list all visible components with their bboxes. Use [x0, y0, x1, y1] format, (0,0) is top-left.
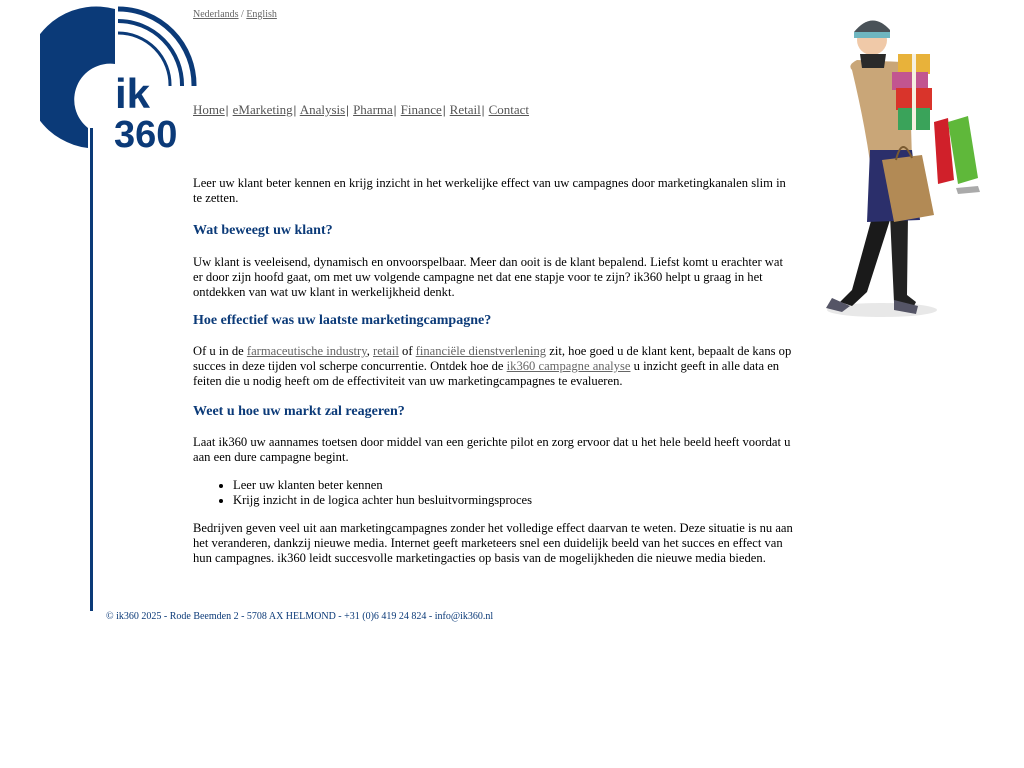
- heading-weet-u: Weet u hoe uw markt zal reageren?: [193, 404, 405, 419]
- nav-finance[interactable]: Finance: [400, 102, 442, 117]
- link-farmaceutische[interactable]: farmaceutische industry: [246, 344, 367, 358]
- list-item: • Leer uw klanten beter kennen: [233, 478, 795, 493]
- heading-wat-beweegt: Wat beweegt uw klant?: [193, 223, 333, 238]
- p2-text: ,: [366, 344, 373, 358]
- benefits-list: [193, 478, 795, 508]
- nav-contact[interactable]: Contact: [488, 102, 530, 117]
- heading-hoe-effectief: Hoe effectief was uw laatste marketingcampagne?: [193, 313, 492, 328]
- p2-text: of: [398, 344, 416, 358]
- ik360-logo[interactable]: [40, 6, 200, 156]
- vertical-divider: [90, 128, 93, 611]
- link-campagne-analyse[interactable]: ik360 campagne analyse: [506, 359, 631, 373]
- nav-separator: |: [346, 102, 349, 117]
- link-financiele[interactable]: financiële dienstverlening: [415, 344, 547, 358]
- lang-separator: /: [238, 9, 247, 20]
- nav-separator: |: [225, 102, 229, 117]
- p2-text: zit, hoe goed u de klant kent, bepaalt de kans op succes in deze tijden vol scherpe concurrentie. Ontdek hoe de: [193, 344, 792, 373]
- main-nav: [193, 102, 529, 118]
- list-item: • Krijg inzicht in de logica achter hun besluitvormingsproces: [233, 493, 795, 508]
- nav-analysis[interactable]: Analysis: [299, 102, 346, 117]
- language-switch: [193, 9, 277, 20]
- link-retail[interactable]: retail: [373, 344, 399, 358]
- lang-en-link[interactable]: English: [246, 9, 277, 20]
- nav-separator: |: [293, 102, 297, 117]
- paragraph-4: Bedrijven geven veel uit aan marketingcampagnes zonder het volledige effect daarvan te weten. Deze situatie is nu aan het veranderen, dankzij nieuwe media. Internet geeft marketeers snel een duidelijk beeld van het succes en effect van hun campagnes. ik360 leidt succesvolle marketingacties op basis van de mogelijkheden die nieuwe media bieden.: [193, 521, 793, 565]
- p2-text: u inzicht geeft in alle data en feiten die u nodig heeft om de effectiviteit van uw marketingcampagnes te evalueren.: [193, 359, 780, 388]
- lang-nl-link[interactable]: Nederlands: [193, 9, 239, 20]
- nav-emarketing[interactable]: eMarketing: [232, 102, 293, 117]
- intro-text: Leer uw klant beter kennen en krijg inzicht in het werkelijke effect van uw campagnes door marketingkanalen slim in te zetten.: [193, 176, 786, 205]
- nav-separator: |: [393, 102, 397, 117]
- paragraph-2: [193, 344, 795, 389]
- nav-separator: |: [442, 102, 446, 117]
- logo-text-bottom: 360: [114, 114, 178, 156]
- p2-text: Of u in de: [193, 344, 247, 358]
- nav-home[interactable]: Home: [193, 102, 225, 117]
- nav-retail[interactable]: Retail: [449, 102, 481, 117]
- footer-contact: © ik360 2025 - Rode Beemden 2 - 5708 AX HELMOND - +31 (0)6 419 24 824 - info@ik360.nl: [106, 611, 494, 622]
- logo-text-top: ik: [115, 70, 151, 117]
- nav-separator: |: [481, 102, 485, 117]
- main-content: [193, 176, 795, 566]
- woman-with-gifts-image: [812, 10, 988, 322]
- paragraph-3: Laat ik360 uw aannames toetsen door middel van een gerichte pilot en zorg ervoor dat u het hele beeld heeft voordat u aan een dure campagne begint.: [193, 435, 791, 464]
- nav-pharma[interactable]: Pharma: [353, 102, 393, 117]
- paragraph-1: Uw klant is veeleisend, dynamisch en onvoorspelbaar. Meer dan ooit is de klant bepalend. Liefst komt u erachter wat er door zijn hoofd gaat, om met uw volgende campagne net dat ene stapje voor te zijn? ik360 helpt u graag in het ontdekken van wat uw klant in werkelijkheid denkt.: [193, 255, 783, 299]
